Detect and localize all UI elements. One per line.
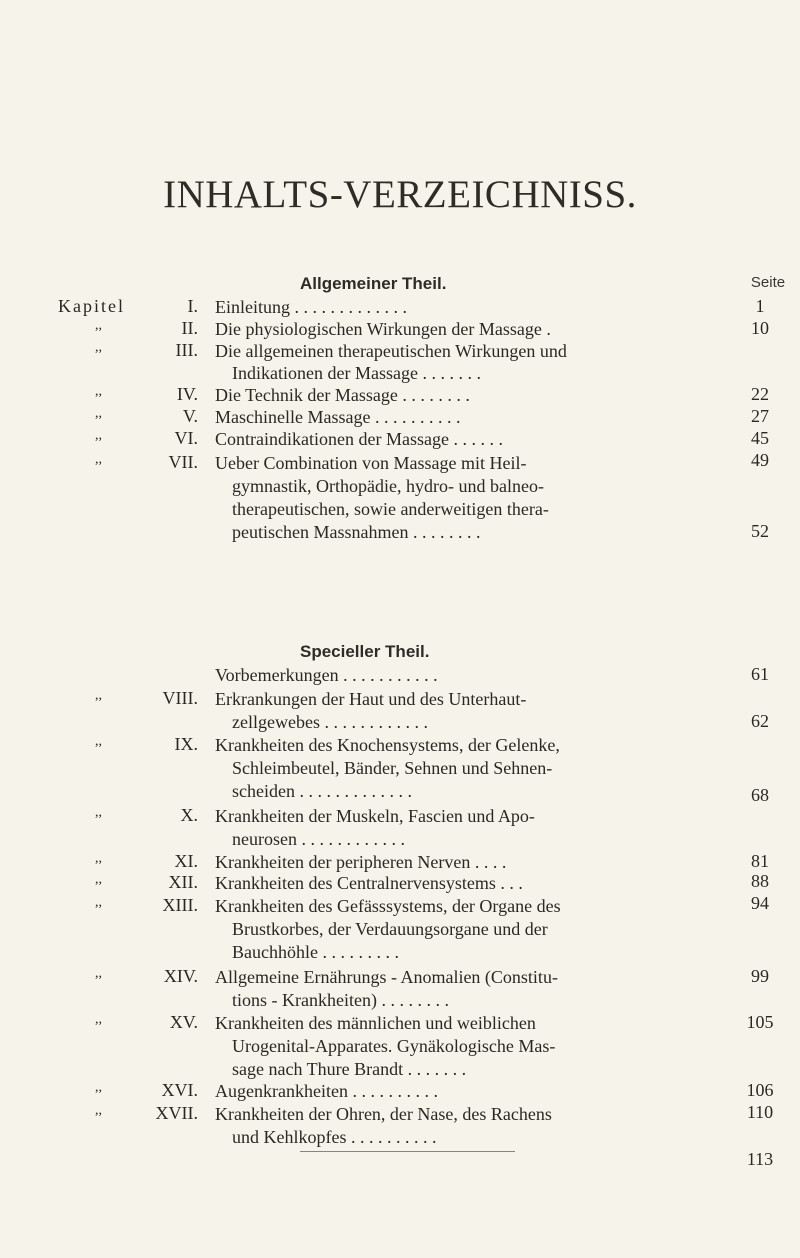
entry-title-line: Urogenital-Apparates. Gynäkologische Mas- (232, 1036, 556, 1056)
ditto-mark: ,, (95, 805, 102, 820)
chapter-number: XI. (174, 851, 198, 871)
entry-title-line: Ueber Combination von Massage mit Heil- (215, 453, 527, 473)
page-number: 106 (746, 1080, 774, 1100)
page-number: 27 (751, 406, 769, 426)
chapter-number: XII. (168, 872, 198, 892)
page-number: 62 (751, 711, 769, 731)
chapter-number: II. (181, 318, 198, 338)
ditto-mark: ,, (95, 428, 102, 443)
page-number: 88 (751, 871, 769, 891)
entry-title-line: Einleitung . . . . . . . . . . . . . (215, 297, 407, 317)
ditto-mark: ,, (95, 688, 102, 703)
entry-title-line: Krankheiten des männlichen und weiblichen (215, 1013, 536, 1033)
end-rule (300, 1151, 515, 1152)
chapter-number: XIV. (163, 966, 198, 986)
chapter-number: XV. (169, 1012, 198, 1032)
ditto-mark: ,, (95, 452, 102, 467)
chapter-number: VI. (174, 428, 198, 448)
ditto-mark: ,, (95, 872, 102, 887)
ditto-mark: ,, (95, 340, 102, 355)
ditto-mark: ,, (95, 1080, 102, 1095)
entry-title-line: Bauchhöhle . . . . . . . . . (232, 942, 399, 962)
chapter-number: V. (182, 406, 198, 426)
entry-title-line: peutischen Massnahmen . . . . . . . . (232, 522, 481, 542)
entry-title-line: Krankheiten des Gefässsystems, der Organe des (215, 896, 561, 916)
entry-title-line: Die Technik der Massage . . . . . . . . (215, 385, 470, 405)
seite-column-header: Seite (750, 274, 786, 291)
page-number: 22 (751, 384, 769, 404)
kapitel-label: Kapitel (58, 296, 125, 316)
page-number: 94 (751, 893, 769, 913)
chapter-number: XIII. (162, 895, 198, 915)
page-number: 110 (746, 1102, 774, 1122)
ditto-mark: ,, (95, 1012, 102, 1027)
chapter-number: VIII. (162, 688, 198, 708)
ditto-mark: ,, (95, 318, 102, 333)
entry-title-line: Vorbemerkungen . . . . . . . . . . . (215, 665, 438, 685)
entry-title-line: Krankheiten des Centralnervensystems . . . (215, 873, 523, 893)
entry-title-line: Die physiologischen Wirkungen der Massage . (215, 319, 551, 339)
chapter-number: X. (180, 805, 198, 825)
section-heading-speciell: Specieller Theil. (300, 642, 430, 661)
section-heading-allgemein: Allgemeiner Theil. (300, 274, 447, 293)
entry-title-line: und Kehlkopfes . . . . . . . . . . (232, 1127, 437, 1147)
page-number: 52 (751, 521, 769, 541)
page-number: 113 (746, 1149, 774, 1169)
chapter-number: XVII. (155, 1103, 198, 1123)
chapter-number: III. (175, 340, 198, 360)
entry-title-line: neurosen . . . . . . . . . . . . (232, 829, 405, 849)
entry-title-line: gymnastik, Orthopädie, hydro- und balneo- (232, 476, 544, 496)
chapter-number: I. (187, 296, 198, 316)
ditto-mark: ,, (95, 966, 102, 981)
entry-title-line: therapeutischen, sowie anderweitigen thera- (232, 499, 549, 519)
page-number: 99 (751, 966, 769, 986)
page-title: INHALTS-VERZEICHNISS. (163, 173, 637, 216)
entry-title-line: zellgewebes . . . . . . . . . . . . (232, 712, 428, 732)
ditto-mark: ,, (95, 895, 102, 910)
page-number: 45 (751, 428, 769, 448)
ditto-mark: ,, (95, 851, 102, 866)
entry-title-line: Allgemeine Ernährungs - Anomalien (Constitu- (215, 967, 558, 987)
ditto-mark: ,, (95, 734, 102, 749)
entry-title-line: Contraindikationen der Massage . . . . . . (215, 429, 503, 449)
entry-title-line: Krankheiten des Knochensystems, der Gelenke, (215, 735, 560, 755)
chapter-number: VII. (168, 452, 198, 472)
ditto-mark: ,, (95, 406, 102, 421)
entry-title-line: sage nach Thure Brandt . . . . . . . (232, 1059, 467, 1079)
ditto-mark: ,, (95, 384, 102, 399)
entry-title-line: Indikationen der Massage . . . . . . . (232, 363, 481, 383)
entry-title-line: Krankheiten der Ohren, der Nase, des Rachens (215, 1104, 552, 1124)
entry-title-line: Schleimbeutel, Bänder, Sehnen und Sehnen- (232, 758, 553, 778)
page-number: 61 (751, 664, 769, 684)
entry-title-line: Maschinelle Massage . . . . . . . . . . (215, 407, 461, 427)
page-number: 10 (751, 318, 769, 338)
entry-title-line: tions - Krankheiten) . . . . . . . . (232, 990, 449, 1010)
page-number: 105 (746, 1012, 774, 1032)
page-number: 1 (755, 296, 765, 316)
chapter-number: XVI. (161, 1080, 198, 1100)
page-number: 68 (751, 785, 769, 805)
entry-title-line: Krankheiten der peripheren Nerven . . . . (215, 852, 507, 872)
chapter-number: IX. (174, 734, 198, 754)
entry-title-line: Augenkrankheiten . . . . . . . . . . (215, 1081, 438, 1101)
entry-title-line: Erkrankungen der Haut und des Unterhaut- (215, 689, 527, 709)
entry-title-line: Die allgemeinen therapeutischen Wirkungen und (215, 341, 567, 361)
chapter-number: IV. (176, 384, 198, 404)
page-number: 81 (751, 851, 769, 871)
entry-title-line: scheiden . . . . . . . . . . . . . (232, 781, 412, 801)
page-number: 49 (751, 450, 769, 470)
entry-title-line: Krankheiten der Muskeln, Fascien und Apo- (215, 806, 535, 826)
entry-title-line: Brustkorbes, der Verdauungsorgane und der (232, 919, 548, 939)
ditto-mark: ,, (95, 1103, 102, 1118)
